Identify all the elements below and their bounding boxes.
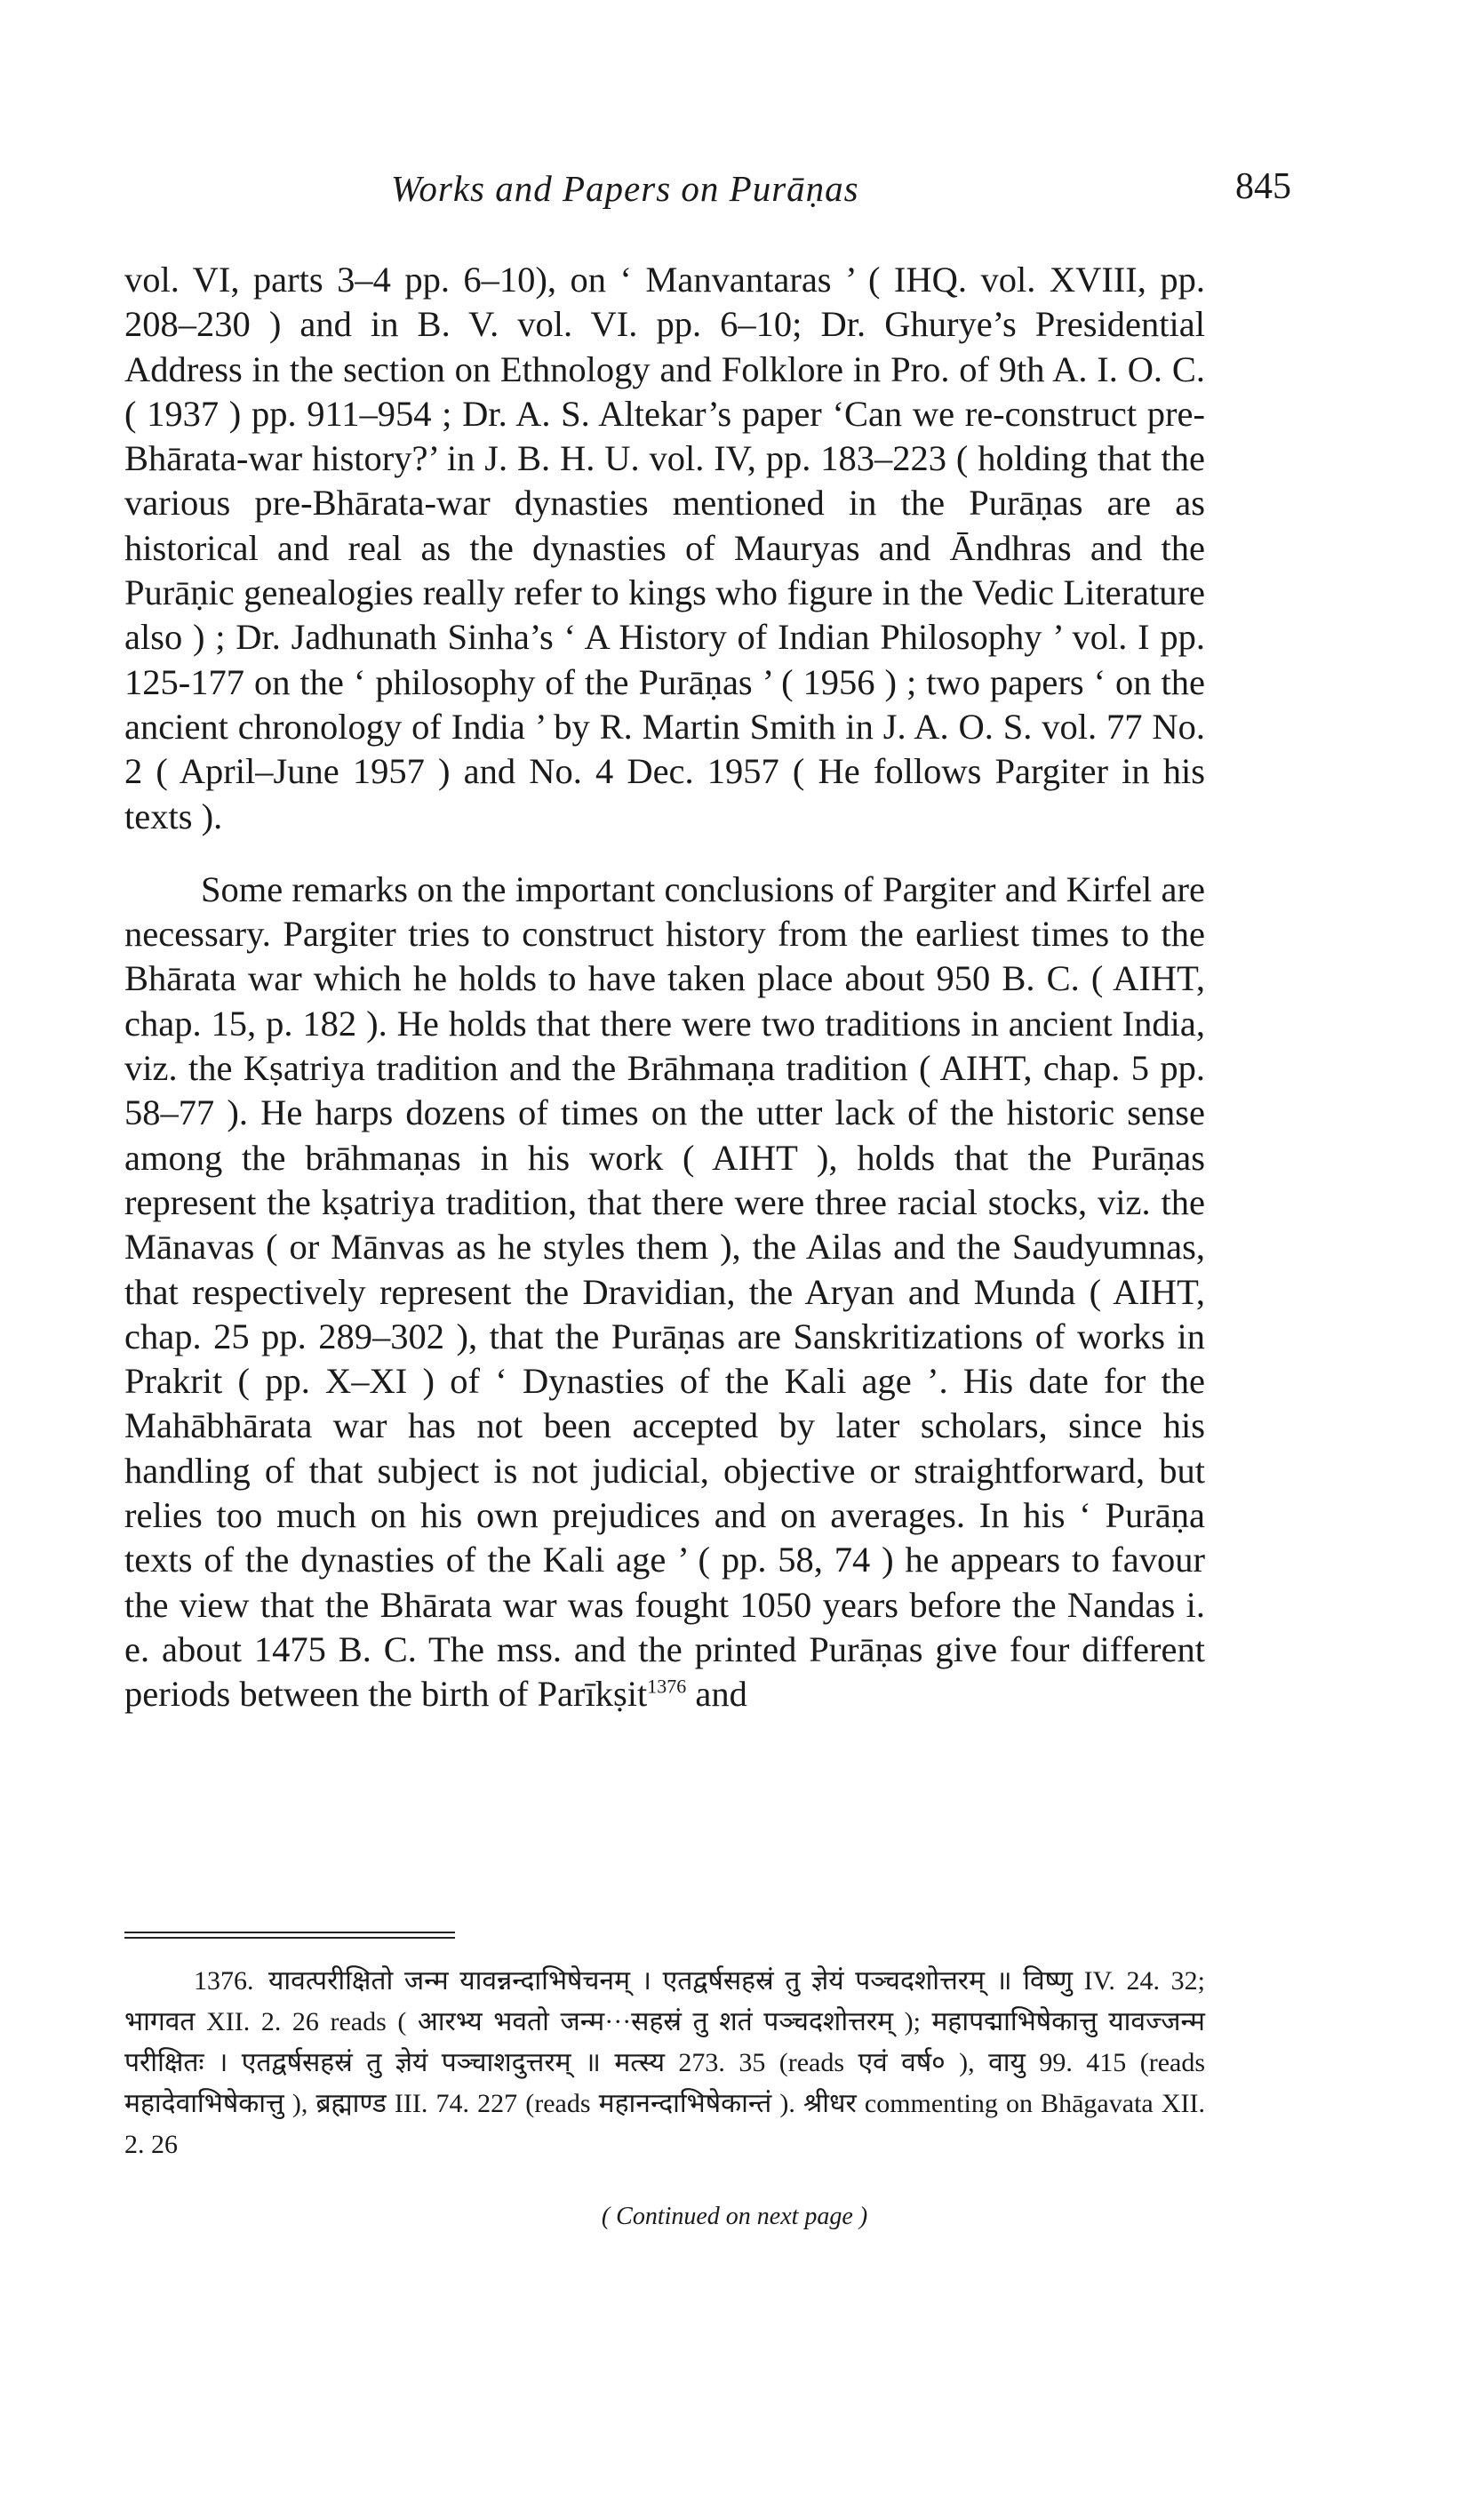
running-title: Works and Papers on Purāṇas bbox=[391, 168, 859, 209]
footnote-text: यावत्परीक्षितो जन्म यावन्नन्दाभिषेचनम् । एतद्वर्षसहस्रं तु ज्ञेयं पञ्चदशोत्तरम् ॥ विष्णु IV. 24. 32; भागवत XII. 2. 26 reads ( आरभ्य भवतो जन्म···सहस्रं तु शतं पञ्चदशोत्तरम् ); महापद्माभिषेकात्तु यावज्जन्म परीक्षितः । एतद्वर्षसहस्रं तु ज्ञेयं पञ्चाशदुत्तरम् ॥ मत्स्य 273. 35 (reads एवं वर्ष० ), वायु 99. 415 (reads महादेवाभिषेकात्तु ), ब्रह्माण्ड III. 74. 227 (reads महानन्दाभिषेकान्तं ). श्रीधर commenting on Bhāgavata XII. 2. 26 bbox=[124, 1966, 1205, 2159]
paragraph-2-tail: and bbox=[686, 1674, 747, 1715]
footnote-number: 1376. bbox=[194, 1966, 254, 1996]
body-text bbox=[124, 258, 1205, 1717]
footnote-divider bbox=[124, 1932, 455, 1939]
paragraph-2 bbox=[124, 868, 1205, 1717]
footnote-reference[interactable]: 1376 bbox=[647, 1675, 687, 1698]
paragraph-2-text: Some remarks on the important conclusions of Pargiter and Kirfel are necessary. Pargiter tries to construct history from the earliest times to the Bhārata war which he holds to have taken place about 950 B. C. ( AIHT, chap. 15, p. 182 ). He holds that there were two traditions in ancient India, viz. the Kṣatriya tradition and the Brāhmaṇa tradition ( AIHT, chap. 5 pp. 58–77 ). He harps dozens of times on the utter lack of the historic sense among the brāhmaṇas in his work ( AIHT ), holds that the Purāṇas represent the kṣatriya tradition, that there were three racial stocks, viz. the Mānavas ( or Mānvas as he styles them ), the Ailas and the Saudyumnas, that respectively represent the Dravidian, the Aryan and Munda ( AIHT, chap. 25 pp. 289–302 ), that the Purāṇas are Sanskritizations of works in Prakrit ( pp. X–XI ) of ‘ Dynasties of the Kali age ’. His date for the Mahābhārata war has not been accepted by later scholars, since his handling of that subject is not judicial, objective or straightforward, but relies too much on his own prejudices and on averages. In his ‘ Purāṇa texts of the dynasties of the Kali age ’ ( pp. 58, 74 ) he appears to favour the view that the Bhārata war was fought 1050 years before the Nandas i. e. about 1475 B. C. The mss. and the printed Purāṇas give four different periods between the birth of Parīkṣit bbox=[124, 868, 1205, 1715]
continued-note: ( Continued on next page ) bbox=[601, 2203, 868, 2230]
paragraph-1: vol. VI, parts 3–4 pp. 6–10), on ‘ Manvantaras ’ ( IHQ. vol. XVIII, pp. 208–230 ) and in B. V. vol. VI. pp. 6–10; Dr. Ghurye’s Presidential Address in the section on Ethnology and Folklore in Pro. of 9th A. I. O. C. ( 1937 ) pp. 911–954 ; Dr. A. S. Altekar’s paper ‘Can we re-construct pre-Bhārata-war history?’ in J. B. H. U. vol. IV, pp. 183–223 ( holding that the various pre-Bhārata-war dynasties mentioned in the Purāṇas are as historical and real as the dynasties of Mauryas and Āndhras and the Purāṇic genealogies really refer to kings who figure in the Vedic Literature also ) ; Dr. Jadhunath Sinha’s ‘ A History of Indian Philosophy ’ vol. I pp. 125-177 on the ‘ philosophy of the Purāṇas ’ ( 1956 ) ; two papers ‘ on the ancient chronology of India ’ by R. Martin Smith in J. A. O. S. vol. 77 No. 2 ( April–June 1957 ) and No. 4 Dec. 1957 ( He follows Pargiter in his texts ). bbox=[124, 260, 1205, 836]
page-number: 845 bbox=[1235, 166, 1291, 207]
footnote-1376 bbox=[124, 1961, 1205, 2165]
